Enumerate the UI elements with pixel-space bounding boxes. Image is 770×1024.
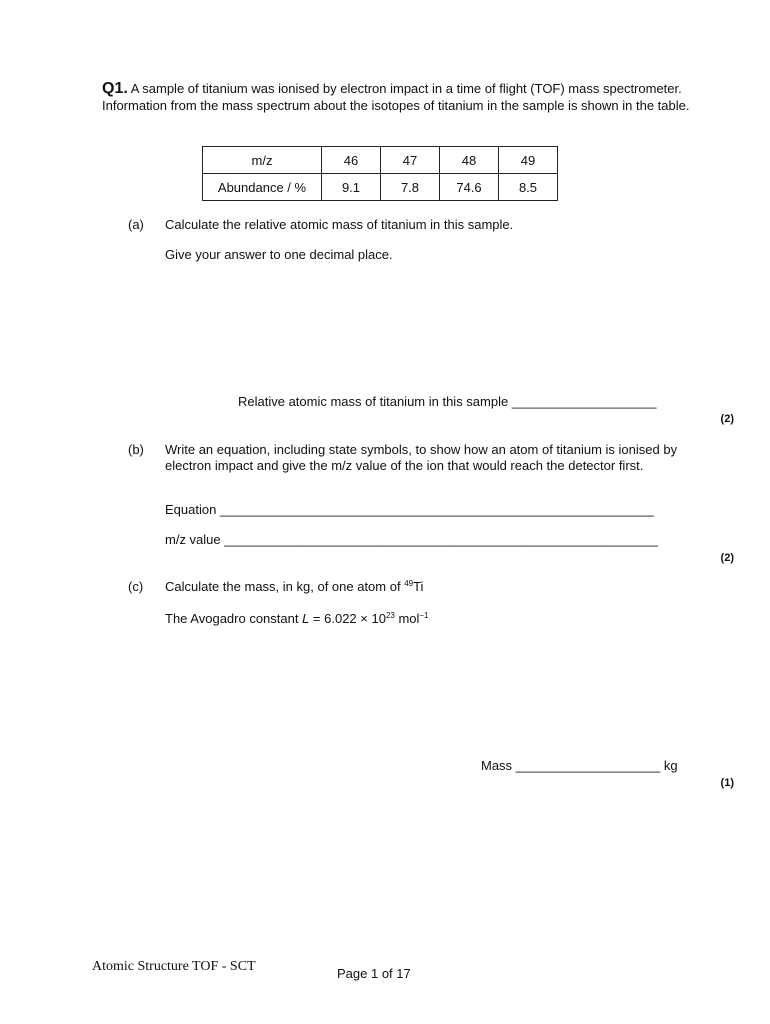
part-c-question bbox=[165, 579, 705, 595]
table-cell-abundance: 74.6 bbox=[440, 174, 499, 201]
part-a-answer-line[interactable]: Relative atomic mass of titanium in this sample ____________________ bbox=[238, 394, 657, 409]
part-b-equation-line[interactable]: Equation ____________________________________________________________ bbox=[165, 502, 654, 517]
table-cell-mz: 49 bbox=[499, 147, 558, 174]
part-b-mz-line[interactable]: m/z value ____________________________________________________________ bbox=[165, 532, 659, 547]
question-intro bbox=[102, 80, 727, 114]
table-cell-mz: 48 bbox=[440, 147, 499, 174]
part-c-label: (c) bbox=[128, 579, 144, 594]
footer-title: Atomic Structure TOF - SCT bbox=[92, 959, 256, 974]
part-b-question: Write an equation, including state symbols, to show how an atom of titanium is ionised by electron impact and give the m/z value of the ion that would reach the detector first. bbox=[165, 442, 678, 473]
table-cell-mz: 46 bbox=[322, 147, 381, 174]
avogadro-symbol: L bbox=[302, 611, 310, 626]
table-cell-abundance: 9.1 bbox=[322, 174, 381, 201]
table-row-label-abundance: Abundance / % bbox=[203, 174, 322, 201]
question-number: Q1. bbox=[102, 80, 128, 97]
table-cell-abundance: 7.8 bbox=[381, 174, 440, 201]
part-c-marks: (1) bbox=[720, 777, 734, 789]
avogadro-unit: mol bbox=[394, 611, 420, 626]
part-b-marks: (2) bbox=[720, 552, 734, 564]
avogadro-prefix: The Avogadro constant bbox=[165, 611, 303, 626]
table-row bbox=[203, 147, 558, 174]
isotope-symbol: Ti bbox=[413, 579, 424, 594]
page-number: Page 1 of 17 bbox=[337, 966, 411, 981]
part-a-label: (a) bbox=[128, 217, 144, 232]
part-a-instruction: Give your answer to one decimal place. bbox=[165, 247, 393, 262]
part-c-question-text: Calculate the mass, in kg, of one atom of bbox=[165, 579, 405, 594]
avogadro-unit-exponent: −1 bbox=[419, 611, 429, 620]
table-cell-abundance: 8.5 bbox=[499, 174, 558, 201]
part-c-answer-line[interactable] bbox=[481, 758, 678, 773]
mass-unit: kg bbox=[663, 758, 678, 773]
mass-label: Mass bbox=[481, 758, 513, 773]
avogadro-exponent: 23 bbox=[385, 611, 395, 620]
avogadro-value: = 6.022 × 10 bbox=[309, 611, 386, 626]
isotope-mass-number: 49 bbox=[404, 579, 414, 588]
table-row-label-mz: m/z bbox=[203, 147, 322, 174]
question-intro-text: A sample of titanium was ionised by electron impact in a time of flight (TOF) mass spectrometer. Information from the mass spectrum about the isotopes of titanium in the sample is shown in the table. bbox=[102, 81, 690, 113]
part-a-question: Calculate the relative atomic mass of titanium in this sample. bbox=[165, 217, 514, 232]
table-row bbox=[203, 174, 558, 201]
mass-blank[interactable]: ____________________ bbox=[512, 758, 664, 773]
avogadro-constant bbox=[165, 611, 705, 627]
part-a-marks: (2) bbox=[720, 413, 734, 425]
part-b-label: (b) bbox=[128, 442, 144, 457]
isotope-table bbox=[202, 146, 558, 201]
table-cell-mz: 47 bbox=[381, 147, 440, 174]
